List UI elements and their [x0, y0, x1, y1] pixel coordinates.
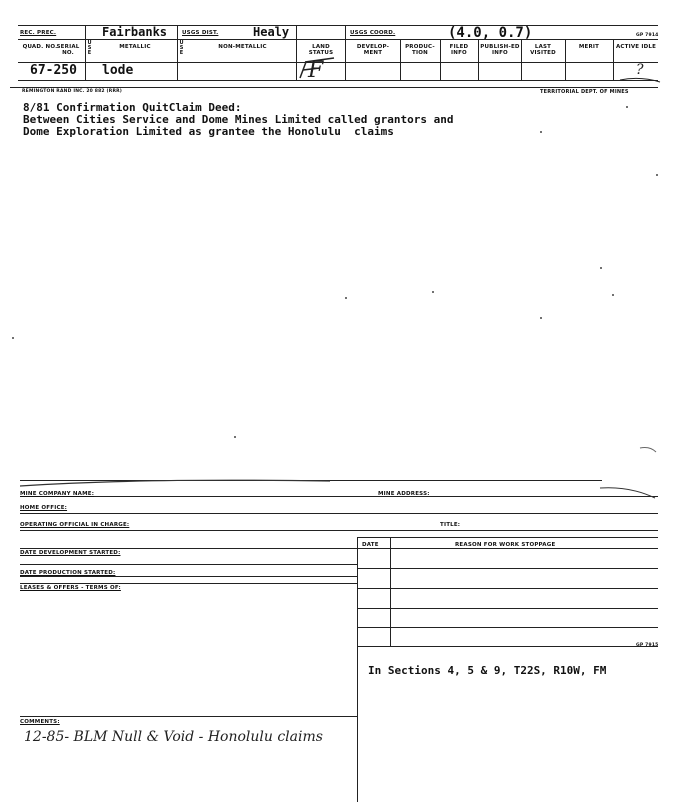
- usgs-coord-value: (4.0, 0.7): [448, 25, 533, 41]
- col-production: PRODUC-TION: [405, 44, 435, 56]
- col-filed-info: FILED INFO: [449, 44, 469, 56]
- col-development: DEVELOP-MENT: [356, 44, 390, 56]
- active-idle-value: ?: [636, 62, 644, 78]
- col-quad-no: QUAD. NO.: [22, 44, 58, 50]
- col-last-visited: LAST VISITED: [530, 44, 556, 56]
- sections-note: In Sections 4, 5 & 9, T22S, R10W, FM: [368, 664, 607, 677]
- title-label: TITLE:: [440, 522, 461, 528]
- territorial-dept: TERRITORIAL DEPT. OF MINES: [540, 89, 629, 95]
- form-number-top: GP 7914: [636, 33, 659, 38]
- col-published-info: PUBLISH-ED INFO: [480, 44, 520, 56]
- leases-label: LEASES & OFFERS - TERMS OF:: [20, 585, 121, 591]
- operating-official-label: OPERATING OFFICIAL IN CHARGE:: [20, 522, 130, 528]
- note-line-3: Dome Exploration Limited as grantee the Honolulu claims: [23, 125, 394, 138]
- form-number-bottom: GP 7915: [636, 643, 659, 648]
- usgs-coord-label: USGS COORD.: [350, 30, 396, 36]
- home-office-label: HOME OFFICE:: [20, 505, 68, 511]
- metallic-value: lode: [102, 63, 134, 78]
- col-metallic: METALLIC: [119, 44, 151, 50]
- col-merit: MERIT: [578, 44, 600, 50]
- date-col-label: DATE: [362, 542, 379, 548]
- col-use-1: U S E: [87, 40, 92, 56]
- printer-imprint: REMINGTON RAND INC. 20 882 (RRR): [22, 89, 123, 94]
- comments-label: COMMENTS:: [20, 719, 60, 725]
- col-serial-no: SERIAL NO.: [56, 44, 80, 56]
- date-production-label: DATE PRODUCTION STARTED:: [20, 570, 116, 576]
- comments-handwritten: 12-85- BLM Null & Void - Honolulu claims: [24, 729, 323, 745]
- col-non-metallic: NON-METALLIC: [218, 44, 267, 50]
- usgs-dist-label: USGS DIST.: [182, 30, 219, 36]
- col-active-idle: ACTIVE IDLE: [615, 44, 657, 50]
- date-development-label: DATE DEVELOPMENT STARTED:: [20, 550, 121, 556]
- note-line-2: Between Cities Service and Dome Mines Limited called grantors and: [23, 113, 454, 126]
- usgs-dist-value: Healy: [253, 25, 290, 39]
- mine-company-name-label: MINE COMPANY NAME:: [20, 491, 95, 497]
- rec-prec-label: REC. PREC.: [20, 30, 57, 36]
- rec-prec-value: Fairbanks: [102, 25, 168, 39]
- reason-col-label: REASON FOR WORK STOPPAGE: [455, 542, 556, 548]
- note-line-1: 8/81 Confirmation QuitClaim Deed:: [23, 101, 242, 114]
- col-land-status: LAND STATUS: [308, 44, 334, 56]
- quad-serial-value: 67-250: [30, 63, 77, 78]
- col-use-2: U S E: [179, 40, 184, 56]
- mine-address-label: MINE ADDRESS:: [378, 491, 430, 497]
- land-status-value: F: [308, 58, 324, 83]
